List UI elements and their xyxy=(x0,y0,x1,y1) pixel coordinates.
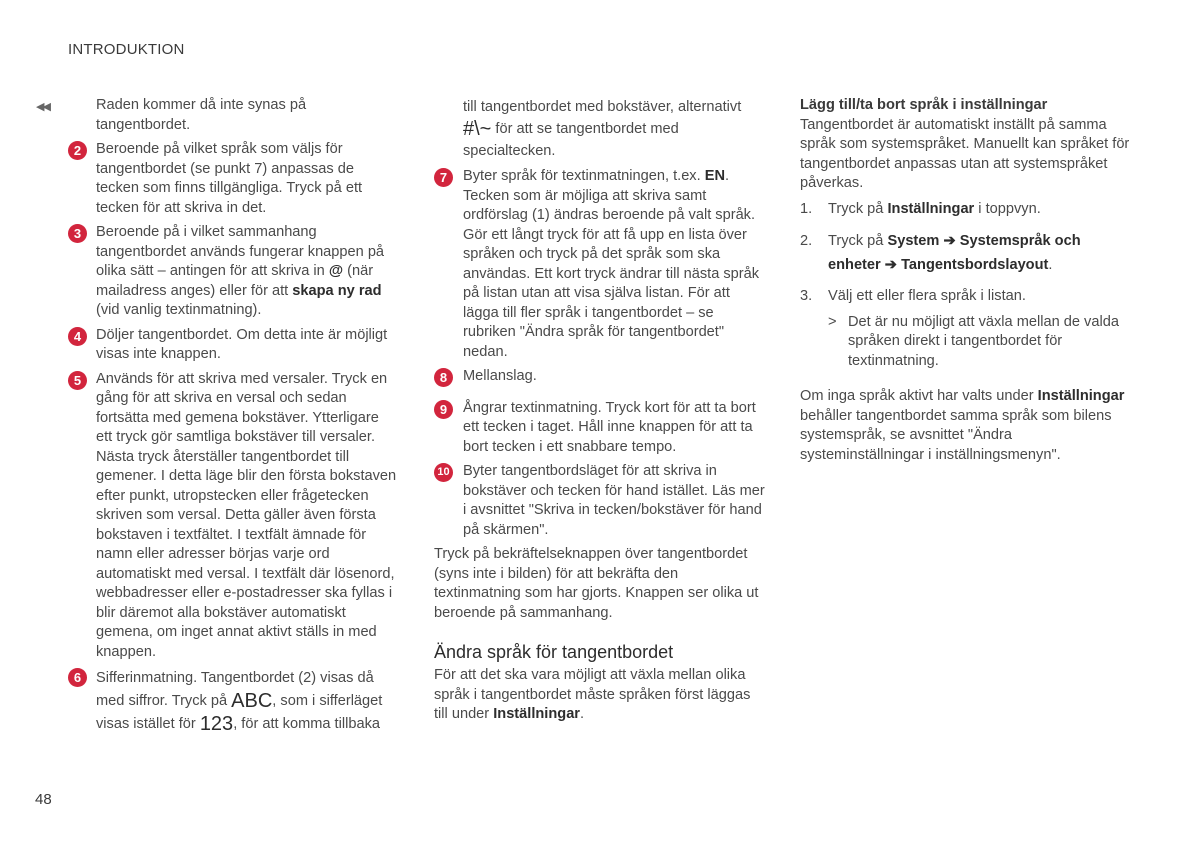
outro-paragraph xyxy=(800,387,1130,465)
list-item-3 xyxy=(73,223,398,321)
step-2 xyxy=(800,229,1130,277)
number-key-glyph: 123 xyxy=(199,713,234,735)
text-segment: (när mailadress anges) eller för att xyxy=(96,263,374,299)
text-segment: för att se tangentbordet med specialtecken. xyxy=(463,121,679,159)
item-text: Döljer tangentbordet. Om detta inte är möjligt visas inte knappen. xyxy=(96,326,388,362)
item-text: Används för att skriva med versaler. Tryck en gång för att skriva en versal och sedan fortsätta med gemena bokstäver. Ytterligare ett tryck gör samtliga bokstäver till versaler. Nästa tryck återställer tangentbordet till gemener. I detta läge blir den första bokstaven efter punkt, utropstecken eller frågetecken skriven som versal. Detta gäller även första bokstaven i textfältet. I textfält ämnade för namn eller adresser börjas varje ord automatiskt med versal. I textfält där lösenord, webbadresser eller e-postadresser ska fyllas i blir däremot alla bokstäver automatiskt gemena, om inget annat aktivt ställs in med knappen. xyxy=(96,370,397,660)
list-item-8 xyxy=(439,367,768,387)
continued-text xyxy=(463,96,768,162)
bold-term: Inställningar xyxy=(493,706,580,722)
special-key-glyph: #\~ xyxy=(463,118,492,140)
item-text: Byter tangentbordsläget för att skriva in bokstäver och tecken för hand istället. Läs mer i avsnittet "Skriva in tecken/bokstäver för hand på skärmen". xyxy=(463,463,765,538)
column-3 xyxy=(800,96,1130,465)
number-badge-9: 9 xyxy=(434,400,453,419)
result-text: Det är nu möjligt att växla mellan de valda språken direkt i tangentbordet för textinmatning. xyxy=(848,313,1119,369)
arrow-right-icon: ➔ xyxy=(943,233,956,249)
abc-key-glyph: ABC xyxy=(231,690,273,712)
bold-term: Tangentsbordslayout xyxy=(901,257,1049,273)
text-segment: Tryck på xyxy=(828,200,888,217)
text-segment: Välj ett eller flera språk i listan. xyxy=(828,288,1026,304)
item-text xyxy=(96,223,398,321)
number-badge-2: 2 xyxy=(68,141,87,160)
result-note xyxy=(828,313,1130,372)
page-number: 48 xyxy=(35,791,52,808)
list-item-9 xyxy=(439,399,768,458)
number-badge-6: 6 xyxy=(68,668,87,687)
text-segment: till tangentbordet med bokstäver, alternativt xyxy=(463,99,742,115)
number-badge-3: 3 xyxy=(68,224,87,243)
item-text: Beroende på vilket språk som väljs för tangentbordet (se punkt 7) anpassas de tecken som finns tillgängliga. Tryck på ett tecken för att skriva in det. xyxy=(96,141,363,216)
intro-paragraph: Tangentbordet är automatiskt inställt på samma språk som systemspråket. Manuellt kan språket för tangentbordet anpassas utan att systemspråket påverkas. xyxy=(800,116,1130,191)
steps-list xyxy=(800,200,1130,307)
number-badge-5: 5 xyxy=(68,371,87,390)
bold-term: EN xyxy=(704,168,725,184)
list-item-4 xyxy=(73,326,398,365)
column-2 xyxy=(434,96,768,725)
continued-arrow-icon: ◀◀ xyxy=(36,101,49,113)
text-segment: Om inga språk aktivt har valts under xyxy=(800,388,1038,404)
text-segment: Byter språk för textinmatningen, t.ex. xyxy=(463,168,705,184)
at-symbol: @ xyxy=(328,263,344,279)
step-number: 2. xyxy=(800,233,813,249)
bold-term: Inställningar xyxy=(887,200,975,217)
text-segment: behåller tangentbordet samma språk som bilens systemspråk, se avsnittet "Ändra systeminställningar i inställningsmenyn". xyxy=(800,407,1112,463)
subheading: Lägg till/ta bort språk i inställningar xyxy=(800,97,1048,113)
text-segment: , som i sifferläget visas istället för xyxy=(96,693,383,732)
text-segment: (vid vanlig textinmatning). xyxy=(96,302,262,318)
text-segment: . xyxy=(579,706,585,722)
item-text: Mellanslag. xyxy=(463,368,537,384)
section-title: INTRODUKTION xyxy=(68,41,185,58)
bold-term: Systemspråk och enheter xyxy=(828,233,1081,273)
step-number: 3. xyxy=(800,288,813,304)
number-badge-7: 7 xyxy=(434,168,453,187)
item-text xyxy=(96,667,398,736)
list-item-7 xyxy=(439,167,768,362)
confirm-paragraph: Tryck på bekräftelseknappen över tangentbordet (syns inte i bilden) för att bekräfta den textinmatning som har gjorts. Knappen ser olika ut beroende på sammanhang. xyxy=(434,546,759,621)
item-text xyxy=(463,167,768,362)
number-badge-10: 10 xyxy=(434,463,453,482)
bold-term: System xyxy=(887,233,940,249)
result-marker: > xyxy=(828,313,837,330)
step-1 xyxy=(800,200,1130,220)
list-item-6 xyxy=(73,667,398,736)
column-1 xyxy=(73,96,398,741)
text-segment: Beroende på i vilket sammanhang tangentbordet används fungerar knappen på olika sätt – antingen för att skriva in xyxy=(96,224,385,279)
text-segment: Sifferinmatning. Tangentbordet (2) visas då med siffror. Tryck på xyxy=(96,670,374,709)
list-item-5 xyxy=(73,370,398,663)
text-segment: För att det ska vara möjligt att växla mellan olika språk i tangentbordet måste språken först läggas till under xyxy=(434,667,751,722)
number-badge-8: 8 xyxy=(434,368,453,387)
item-text: Ångrar textinmatning. Tryck kort för att ta bort ett tecken i taget. Håll inne knappen för att ta bort tecken i ett snabbare tempo. xyxy=(463,399,756,455)
intro-text: Raden kommer då inte synas på tangentbordet. xyxy=(96,97,307,133)
text-segment: . Tecken som är möjliga att skriva samt ordförslag (1) ändras beroende på valt språk. Gör ett långt tryck för att få upp en lista över språken och tryck på det språk som ska användas. Ett kort tryck ändrar till nästa språk på listan utan att visa själva listan. För att lägga till fler språk i tangentbordet – se rubriken "Ändra språk för tangentbordet" nedan. xyxy=(463,168,760,360)
text-segment: i toppvyn. xyxy=(974,200,1041,217)
text-segment: . xyxy=(1048,257,1053,273)
step-3 xyxy=(800,287,1130,307)
number-badge-4: 4 xyxy=(68,327,87,346)
section-heading: Ändra språk för tangentbordet xyxy=(434,642,674,662)
section-paragraph xyxy=(434,666,768,725)
arrow-right-icon: ➔ xyxy=(884,257,898,273)
list-item-2 xyxy=(73,140,398,218)
list-item-10 xyxy=(437,462,768,540)
step-number: 1. xyxy=(800,200,813,217)
bold-term: skapa ny rad xyxy=(292,282,382,299)
text-segment: Tryck på xyxy=(828,233,888,249)
bold-term: Inställningar xyxy=(1037,388,1125,404)
text-segment: , för att komma tillbaka xyxy=(233,716,380,732)
